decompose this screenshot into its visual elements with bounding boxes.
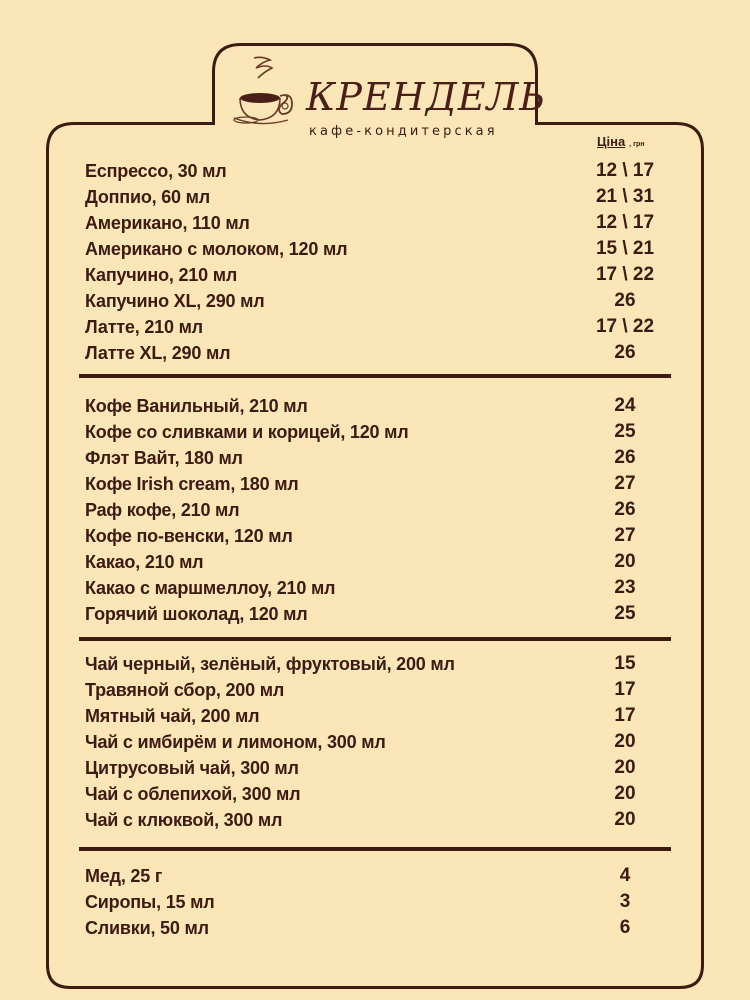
menu-item-price: 26 (614, 499, 636, 520)
menu-item (85, 755, 670, 781)
brand-name: КРЕНДЕЛЬ (306, 75, 546, 119)
menu-item-price: 4 (619, 865, 631, 886)
menu-item-name: Кофе по-венски, 120 мл (85, 526, 293, 546)
menu-item (85, 158, 670, 184)
menu-item (85, 677, 670, 703)
menu-item-price: 25 (614, 603, 636, 624)
menu-item-price: 24 (614, 395, 636, 416)
menu-item-price: 15 \ 21 (595, 238, 655, 259)
menu-item (85, 262, 670, 288)
menu-item-name: Раф кофе, 210 мл (85, 500, 240, 520)
menu-item-price: 3 (619, 891, 631, 912)
menu-item (85, 445, 670, 471)
menu-item-name: Мед, 25 г (85, 866, 163, 886)
menu-item-name: Сиропы, 15 мл (85, 892, 215, 912)
menu-item-name: Кофе со сливками и корицей, 120 мл (85, 422, 409, 442)
menu-item (85, 549, 670, 575)
menu-item-price: 25 (614, 421, 636, 442)
menu-item (85, 703, 670, 729)
section-divider (79, 637, 671, 641)
menu-item-price: 23 (614, 577, 636, 598)
menu-item-price: 26 (614, 447, 636, 468)
menu-item-name: Чай с облепихой, 300 мл (85, 784, 301, 804)
menu-item (85, 575, 670, 601)
menu-item-name: Чай с клюквой, 300 мл (85, 810, 283, 830)
menu-item-name: Американо, 110 мл (85, 213, 250, 233)
menu-item-name: Травяной сбор, 200 мл (85, 680, 285, 700)
menu-section-extras (85, 863, 670, 941)
menu-item-name: Кофе Ванильный, 210 мл (85, 396, 308, 416)
menu-item-name: Кофе Irish cream, 180 мл (85, 474, 299, 494)
menu-item-name: Какао с маршмеллоу, 210 мл (85, 578, 336, 598)
section-divider (79, 374, 671, 378)
menu-item (85, 419, 670, 445)
brand-tagline: кафе-кондитерская (309, 124, 498, 139)
menu-item-price: 20 (614, 809, 636, 830)
menu-item (85, 314, 670, 340)
menu-item (85, 889, 670, 915)
menu-item (85, 210, 670, 236)
menu-item-price: 17 (614, 679, 636, 700)
menu-item-name: Капучино XL, 290 мл (85, 291, 265, 311)
menu-item-price: 17 (614, 705, 636, 726)
menu-item (85, 497, 670, 523)
menu-item-name: Латте, 210 мл (85, 317, 203, 337)
menu-item (85, 915, 670, 941)
menu-item-price: 15 (614, 653, 636, 674)
menu-item-price: 17 \ 22 (595, 316, 655, 337)
menu-item-name: Флэт Вайт, 180 мл (85, 448, 243, 468)
menu-item (85, 523, 670, 549)
menu-item (85, 393, 670, 419)
menu-item-name: Чай черный, зелёный, фруктовый, 200 мл (85, 654, 455, 674)
menu-item-name: Еспрессо, 30 мл (85, 161, 227, 181)
menu-item-price: 26 (614, 342, 636, 363)
menu-item-price: 20 (614, 551, 636, 572)
menu-item (85, 236, 670, 262)
menu-item (85, 651, 670, 677)
menu-section-tea (85, 651, 670, 833)
price-unit: , грн (629, 141, 645, 148)
menu-item (85, 807, 670, 833)
menu-item-name: Доппио, 60 мл (85, 187, 211, 207)
menu-item (85, 863, 670, 889)
menu-item-price: 26 (614, 290, 636, 311)
menu-item-price: 27 (614, 525, 636, 546)
menu-item (85, 601, 670, 627)
menu-item-name: Чай с имбирём и лимоном, 300 мл (85, 732, 386, 752)
menu-item (85, 471, 670, 497)
menu-item-name: Американо с молоком, 120 мл (85, 239, 348, 259)
coffee-cup-pretzel-icon (232, 52, 304, 128)
menu-item-price: 12 \ 17 (595, 212, 655, 233)
menu-section-coffee (85, 158, 670, 366)
menu-item-price: 27 (614, 473, 636, 494)
menu-item-price: 21 \ 31 (595, 186, 655, 207)
menu-item-name: Горячий шоколад, 120 мл (85, 604, 308, 624)
menu-item-name: Какао, 210 мл (85, 552, 204, 572)
menu-item (85, 288, 670, 314)
menu-item (85, 781, 670, 807)
menu-item-name: Сливки, 50 мл (85, 918, 209, 938)
menu-item-price: 20 (614, 783, 636, 804)
menu-item-name: Мятный чай, 200 мл (85, 706, 260, 726)
menu-item-name: Латте XL, 290 мл (85, 343, 231, 363)
menu-item (85, 184, 670, 210)
menu-item-name: Капучино, 210 мл (85, 265, 238, 285)
menu-item-price: 17 \ 22 (595, 264, 655, 285)
menu-item (85, 340, 670, 366)
menu-item-price: 20 (614, 757, 636, 778)
menu-item-name: Цитрусовый чай, 300 мл (85, 758, 299, 778)
menu-section-specialty (85, 393, 670, 627)
section-divider (79, 847, 671, 851)
menu-item (85, 729, 670, 755)
menu-item-price: 6 (619, 917, 631, 938)
menu-item-price: 20 (614, 731, 636, 752)
menu-item-price: 12 \ 17 (595, 160, 655, 181)
price-label: Ціна (597, 134, 626, 149)
price-column-header (597, 134, 645, 153)
